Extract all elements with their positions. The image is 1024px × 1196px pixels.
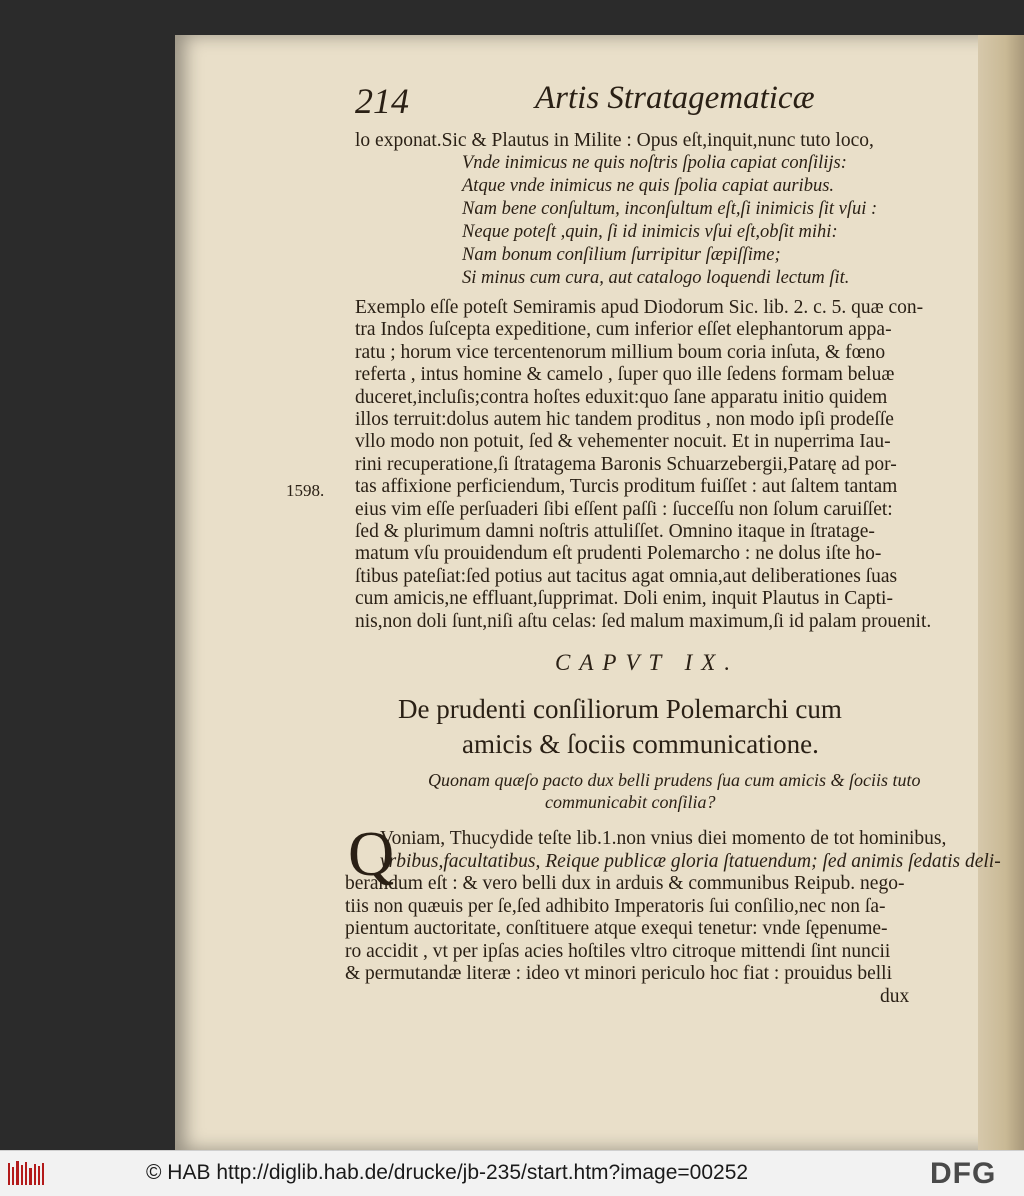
text-line-8: rini recuperatione,ſi ſtratagema Baronis Schuarzebergii,Patarę ad por- (355, 453, 897, 475)
verse-line-1: lo exponat.Sic & Plautus in Milite : Opus eſt,inquit,nunc tuto loco, (355, 130, 874, 151)
body-line-8: dux (880, 985, 910, 1007)
image-citation[interactable]: © HAB http://diglib.hab.de/drucke/jb-235/start.htm?image=00252 (146, 1161, 749, 1184)
chapter-label: CAPVT IX. (555, 650, 740, 675)
body-line-4: tiis non quæuis per ſe,ſed adhibito Imperatoris ſui conſilio,nec non ſa- (345, 895, 886, 917)
body-line-7: & permutandæ literæ : ideo vt minori periculo hoc fiat : prouidus belli (345, 963, 892, 984)
verse-line-5: Neque poteſt ,quin, ſi id inimicis vſui eſt,obſit mihi: (462, 222, 838, 242)
chapter-title-line-1: De prudenti conſiliorum Polemarchi cum (398, 694, 842, 724)
text-line-10: eius vim eſſe perſuaderi ſibi eſſent paſſi : ſucceſſu non ſolum caruiſſet: (355, 498, 893, 520)
body-line-6: ro accidit , vt per ipſas acies hoſtiles vltro citroque mittendi ſint nuncii (345, 940, 891, 962)
chapter-question-line-2: communicabit conſilia? (545, 792, 716, 812)
page-number: 214 (355, 81, 409, 121)
text-line-9: tas affixione perficiendum, Turcis proditum fuiſſet : aut ſaltem tantam (355, 476, 898, 498)
text-line-11: ſed & plurimum damni noſtris attuliſſet. Omnino itaque in ſtratage- (355, 521, 875, 542)
text-line-14: cum amicis,ne effluant,ſupprimat. Doli enim, inquit Plautus in Capti- (355, 588, 893, 610)
text-line-4: referta , intus homine & camelo , ſuper quo ille ſedens formam beluæ (355, 364, 895, 386)
text-line-7: vllo modo non potuit, ſed & vehementer nocuit. Et in nuperrima Iau- (355, 431, 891, 453)
verse-line-6: Nam bonum conſilium ſurripitur ſæpiſſime; (462, 245, 781, 265)
page-edge (978, 35, 1024, 1150)
body-line-3: berandum eſt : & vero belli dux in arduis & communibus Reipub. nego- (345, 873, 905, 894)
text-line-15: nis,non doli ſunt,niſi aſtu celas: ſed malum maximum,ſi id palam prouenit. (355, 610, 932, 632)
drop-cap: Q (348, 818, 395, 889)
chapter-question-line-1: Quonam quæſo pacto dux belli prudens ſua cum amicis & ſociis tuto (428, 770, 921, 790)
text-line-2: tra Indos ſuſcepta expeditione, cum inferior eſſet elephantorum appa- (355, 319, 892, 341)
body-line-5: pientum auctoritate, conſtituere atque exequi tenetur: vnde ſępenume- (345, 918, 888, 939)
dfg-logo: DFG (930, 1157, 997, 1190)
text-line-12: matum vſu prouidendum eſt prudenti Polemarcho : ne dolus iſte ho- (355, 543, 882, 565)
text-line-5: duceret,incluſis;contra hoſtes eduxit:quo ſane apparatu initio quidem (355, 386, 888, 408)
text-line-13: ſtibus pateſiat:ſed potius aut tacitus agat omnia,aut deliberationes ſuas (355, 565, 898, 587)
running-head: Artis Stratagematicæ (535, 80, 815, 116)
verse-line-3: Atque vnde inimicus ne quis ſpolia capiat auribus. (462, 176, 835, 196)
body-line-1: Voniam, Thucydide teſte lib.1.non vnius diei momento de tot hominibus, (380, 828, 947, 849)
chapter-title-line-2: amicis & ſociis communicatione. (462, 729, 819, 759)
footer-bar (0, 1150, 1024, 1196)
verse-line-7: Si minus cum cura, aut catalogo loquendi lectum ſit. (462, 268, 850, 288)
verse-line-4: Nam bene conſultum, inconſultum eſt,ſi inimicis ſit vſui : (462, 199, 878, 219)
hab-logo-icon (6, 1159, 46, 1189)
margin-note: 1598. (286, 481, 325, 500)
body-line-2: vrbibus,facultatibus, Reique publicæ gloria ſtatuendum; ſed animis ſedatis deli- (380, 850, 1001, 872)
text-line-6: illos terruit:dolus autem hic tandem proditus , non modo ipſi prodeſſe (355, 409, 894, 430)
text-line-3: ratu ; horum vice tercentenorum millium boum coria inſuta, & fœno (355, 341, 886, 363)
verse-line-2: Vnde inimicus ne quis noſtris ſpolia capiat conſilijs: (462, 153, 847, 173)
text-line-1: Exemplo eſſe poteſt Semiramis apud Diodorum Sic. lib. 2. c. 5. quæ con- (355, 297, 924, 318)
